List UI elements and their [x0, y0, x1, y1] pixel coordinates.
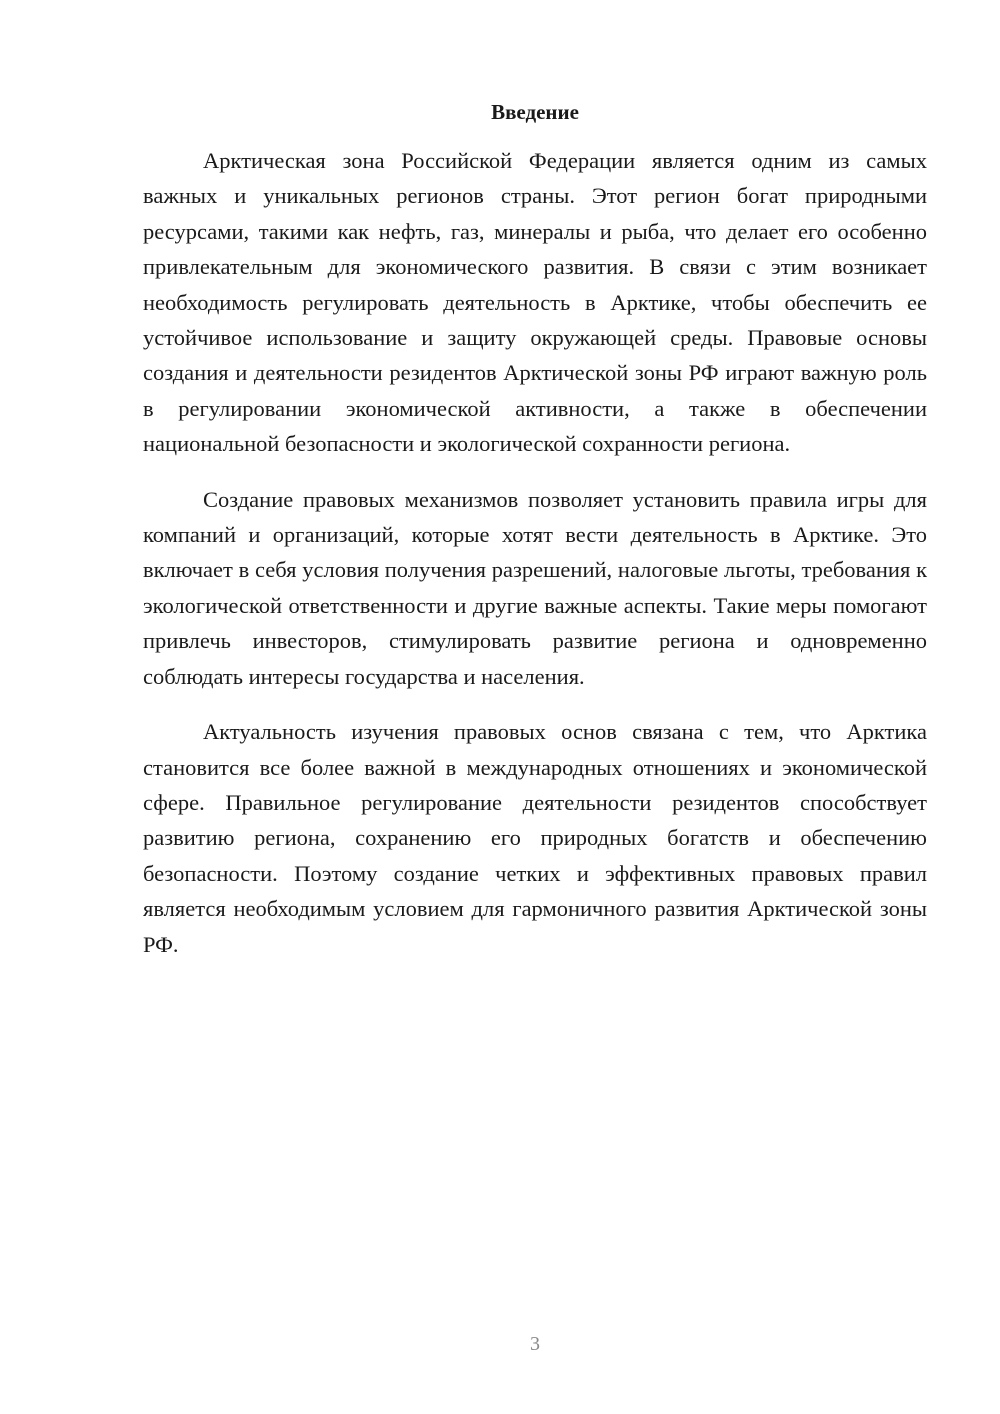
section-heading: Введение	[491, 100, 579, 124]
paragraph-2: Создание правовых механизмов позволяет установить правила игры для компаний и организаций, которые хотят вести деятельность в Арктике. Это включает в себя условия получения разрешений, налоговые льготы, требования к экологической ответственности и другие важные аспекты. Такие меры помогают привлечь инвесторов, стимулировать развитие региона и одновременно соблюдать интересы государства и населения.	[143, 486, 927, 689]
body-text	[143, 143, 927, 982]
paragraph-3: Актуальность изучения правовых основ связана с тем, что Арктика становится все более важной в международных отношениях и экономической сфере. Правильное регулирование деятельности резидентов способствует развитию региона, сохранению его природных богатств и обеспечению безопасности. Поэтому создание четких и эффективных правовых правил является необходимым условием для гармоничного развития Арктической зоны РФ.	[143, 719, 927, 957]
paragraph-1: Арктическая зона Российской Федерации является одним из самых важных и уникальных регионов страны. Этот регион богат природными ресурсами, такими как нефть, газ, минералы и рыба, что делает его особенно привлекательным для экономического развития. В связи с этим возникает необходимость регулировать деятельность в Арктике, чтобы обеспечить ее устойчивое использование и защиту окружающей среды. Правовые основы создания и деятельности резидентов Арктической зоны РФ играют важную роль в регулировании экономической активности, а также в обеспечении национальной безопасности и экологической сохранности региона.	[143, 148, 927, 457]
page-number: 3	[530, 1333, 540, 1355]
